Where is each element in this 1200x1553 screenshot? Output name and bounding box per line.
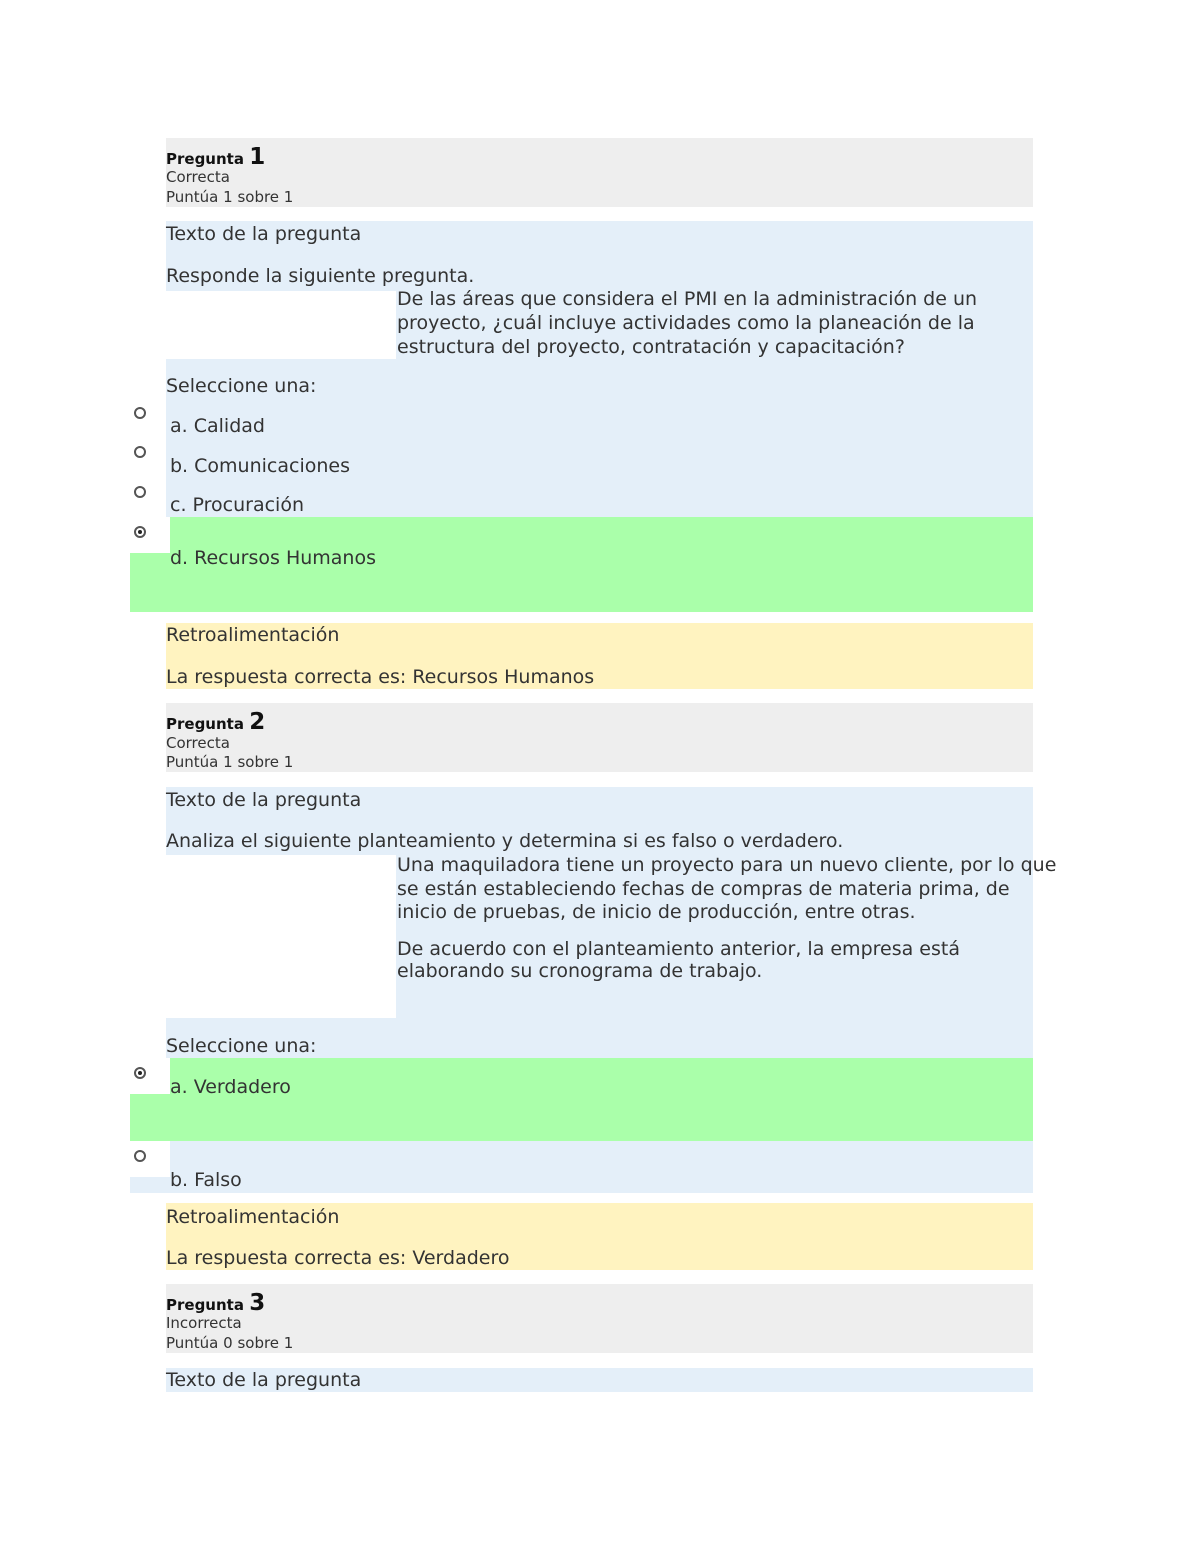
- question-1-text-heading: Texto de la pregunta: [166, 223, 362, 245]
- question-2-feedback-text: La respuesta correcta es: Verdadero: [166, 1247, 510, 1269]
- question-1-score: Puntúa 1 sobre 1: [166, 188, 294, 206]
- question-2-title: Pregunta 2: [166, 709, 266, 735]
- question-1-header: [166, 138, 1033, 207]
- question-1-body-line: De las áreas que considera el PMI en la administración de un: [397, 288, 978, 310]
- question-3-title: Pregunta 3: [166, 1290, 266, 1316]
- question-2-text-heading: Texto de la pregunta: [166, 789, 362, 811]
- question-1-feedback-heading: Retroalimentación: [166, 624, 340, 646]
- question-3-score: Puntúa 0 sobre 1: [166, 1334, 294, 1352]
- selected-dot-icon: [138, 530, 142, 534]
- question-1-title: Pregunta 1: [166, 144, 266, 170]
- question-1-status: Correcta: [166, 168, 230, 186]
- question-1-option-a-radio[interactable]: [134, 407, 146, 419]
- question-1-option-a-label[interactable]: a. Calidad: [170, 415, 265, 437]
- question-3-header: [166, 1284, 1033, 1353]
- question-1-option-c-label[interactable]: c. Procuración: [170, 494, 305, 516]
- question-2-body-line: De acuerdo con el planteamiento anterior, la empresa está: [397, 938, 960, 960]
- question-2-select-label: Seleccione una:: [166, 1035, 317, 1057]
- question-1-option-d-label[interactable]: d. Recursos Humanos: [170, 547, 376, 569]
- question-2-feedback-heading: Retroalimentación: [166, 1206, 340, 1228]
- question-2-option-a-label[interactable]: a. Verdadero: [170, 1076, 291, 1098]
- question-1-option-d-radio[interactable]: [134, 526, 146, 538]
- question-1-body-line: proyecto, ¿cuál incluye actividades como la planeación de la: [397, 312, 975, 334]
- question-2-option-b-radio[interactable]: [134, 1150, 146, 1162]
- question-2-body-line: elaborando su cronograma de trabajo.: [397, 960, 763, 982]
- question-2-header: [166, 703, 1033, 772]
- question-2-option-b-row-base: [130, 1177, 170, 1193]
- question-2-status: Correcta: [166, 734, 230, 752]
- question-1-body-line: estructura del proyecto, contratación y capacitación?: [397, 336, 905, 358]
- question-2-option-b-row: [170, 1141, 1033, 1193]
- question-1-option-d-row-base: [130, 553, 170, 612]
- question-2-option-b-label[interactable]: b. Falso: [170, 1169, 242, 1191]
- question-1-option-b-label[interactable]: b. Comunicaciones: [170, 455, 350, 477]
- question-1-option-b-radio[interactable]: [134, 446, 146, 458]
- question-2-prompt: Analiza el siguiente planteamiento y determina si es falso o verdadero.: [166, 830, 844, 852]
- selected-dot-icon: [138, 1071, 142, 1075]
- question-2-option-a-radio[interactable]: [134, 1067, 146, 1079]
- question-2-body-line: se están estableciendo fechas de compras de materia prima, de: [397, 878, 1010, 900]
- question-2-body-line: inicio de pruebas, de inicio de producción, entre otras.: [397, 901, 916, 923]
- question-3-status: Incorrecta: [166, 1314, 242, 1332]
- question-2-option-a-row-base: [130, 1094, 170, 1141]
- question-3-text-heading: Texto de la pregunta: [166, 1369, 362, 1391]
- question-2-body-line: Una maquiladora tiene un proyecto para un nuevo cliente, por lo que: [397, 854, 1057, 876]
- question-1-option-c-radio[interactable]: [134, 486, 146, 498]
- question-1-prompt: Responde la siguiente pregunta.: [166, 265, 475, 287]
- question-2-option-a-row: [170, 1058, 1033, 1141]
- question-2-score: Puntúa 1 sobre 1: [166, 753, 294, 771]
- question-1-select-label: Seleccione una:: [166, 375, 317, 397]
- question-1-feedback-text: La respuesta correcta es: Recursos Humanos: [166, 666, 595, 688]
